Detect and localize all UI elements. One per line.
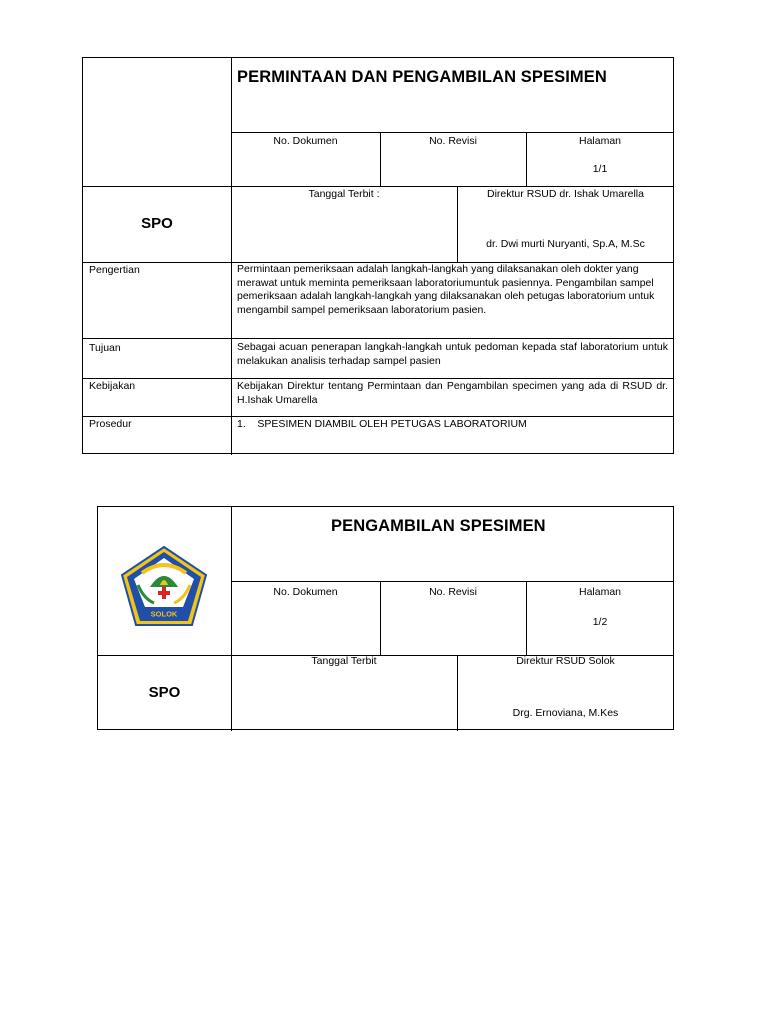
row-separator: [83, 338, 674, 339]
tanggal-terbit-label: Tanggal Terbit :: [308, 188, 380, 200]
no-revisi-label: No. Revisi: [429, 135, 477, 147]
solok-logo: [120, 545, 208, 627]
row-separator: [83, 416, 674, 417]
row-content-pengertian: Permintaan pemeriksaan adalah langkah-langkah yang dilaksanakan oleh dokter yang merawat untuk meminta pemeriksaan laboratoriumuntuk pasiennya. Pengambilan sampel pemeriksaan adalah langkah-langkah yang dilaksanakan oleh petugas laboratorium untuk mengambil sampel pemeriksaan laboratorium pasien.: [237, 263, 655, 316]
row-content-prosedur: 1. SPESIMEN DIAMBIL OLEH PETUGAS LABORATORIUM: [237, 418, 527, 430]
no-revisi-label: No. Revisi: [429, 586, 477, 598]
logo-text: SOLOK: [150, 609, 178, 619]
halaman-label: Halaman: [578, 586, 622, 598]
direktur-label: Direktur RSUD Solok: [516, 655, 615, 667]
direktur-name: dr. Dwi murti Nuryanti, Sp.A, M.Sc: [486, 238, 645, 250]
header-separator: [231, 132, 674, 133]
spo-label: SPO: [141, 215, 173, 232]
row-separator: [83, 186, 674, 187]
solok-emblem-icon: [120, 545, 208, 627]
direktur-label: Direktur RSUD dr. Ishak Umarella: [487, 188, 644, 200]
left-column-divider: [231, 507, 232, 731]
no-dokumen-label: No. Dokumen: [273, 586, 338, 598]
no-dokumen-label: No. Dokumen: [273, 135, 338, 147]
document-2-table: [97, 506, 674, 730]
row-separator: [83, 378, 674, 379]
row-label-prosedur: Prosedur: [89, 418, 132, 430]
left-column-divider: [231, 58, 232, 455]
halaman-label: Halaman: [578, 135, 622, 147]
row-label-tujuan: Tujuan: [89, 342, 121, 354]
row-label-pengertian: Pengertian: [89, 264, 140, 276]
document-title: PENGAMBILAN SPESIMEN: [331, 517, 546, 535]
halaman-value: 1/1: [592, 163, 608, 175]
row-label-kebijakan: Kebijakan: [89, 380, 136, 392]
document-1-table: [82, 57, 674, 454]
document-title: PERMINTAAN DAN PENGAMBILAN SPESIMEN: [237, 68, 607, 86]
row-content-kebijakan: Kebijakan Direktur tentang Permintaan dan Pengambilan specimen yang ada di RSUD dr. H.Ishak Umarella: [237, 380, 668, 406]
header-separator: [231, 581, 674, 582]
halaman-value: 1/2: [592, 616, 608, 628]
tanggal-terbit-label: Tanggal Terbit: [311, 655, 377, 667]
spo-label: SPO: [148, 684, 181, 701]
direktur-name: Drg. Ernoviana, M.Kes: [512, 707, 619, 719]
row-content-tujuan: Sebagai acuan penerapan langkah-langkah untuk pedoman kepada staf laboratorium untuk melakukan analisis terhadap sampel pasien: [237, 341, 668, 367]
